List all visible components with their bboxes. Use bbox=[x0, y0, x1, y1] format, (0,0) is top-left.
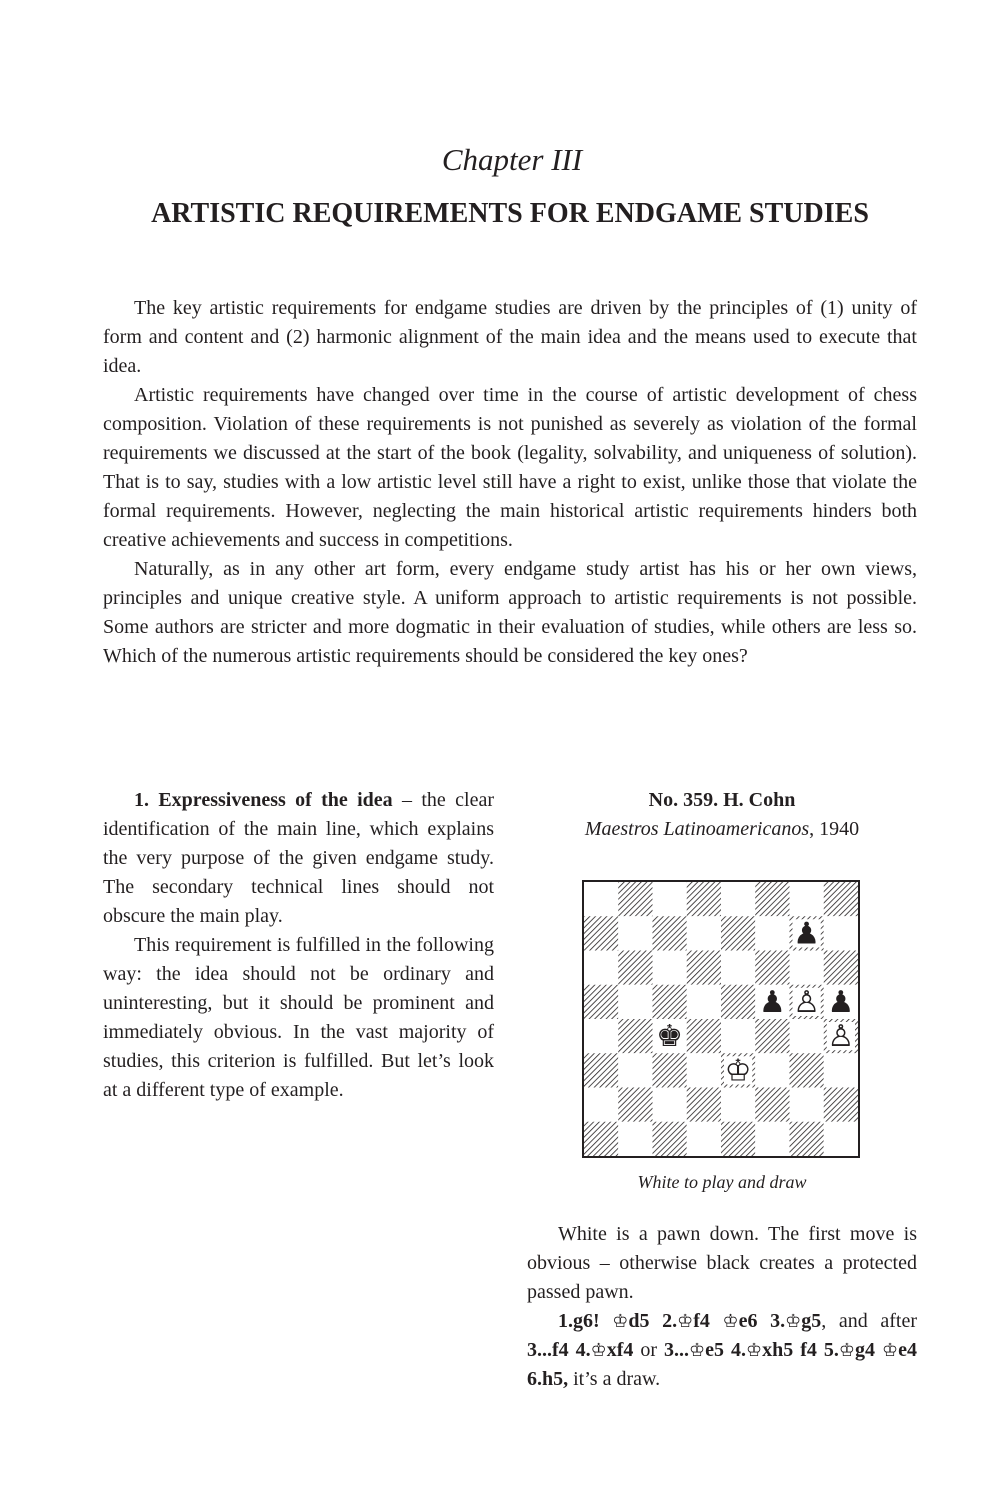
dark-square bbox=[721, 985, 755, 1019]
dark-square bbox=[584, 1053, 618, 1087]
light-square bbox=[584, 882, 618, 916]
solution-text bbox=[527, 1220, 917, 1394]
study-caption: White to play and draw bbox=[637, 1172, 807, 1192]
study-header bbox=[527, 786, 917, 844]
requirement-definition: – the clear identification of the main line, which explains the very purpose of the given endgame study. The secondary technical lines should not obscure the main play. bbox=[103, 789, 494, 927]
move-text: 3... bbox=[664, 1339, 690, 1361]
requirement-term: 1. Expressiveness of the idea bbox=[134, 789, 393, 811]
light-square bbox=[721, 1019, 755, 1053]
light-square bbox=[824, 916, 858, 950]
study-source bbox=[527, 815, 917, 844]
solution-text-fragment: , and after bbox=[821, 1310, 917, 1332]
king-icon: ♔ bbox=[746, 1340, 763, 1361]
king-icon: ♔ bbox=[612, 1311, 629, 1332]
dark-square bbox=[653, 916, 687, 950]
king-icon: ♔ bbox=[590, 1340, 607, 1361]
chess-board-diagram bbox=[584, 882, 858, 1156]
dark-square bbox=[721, 1122, 755, 1156]
light-square bbox=[824, 1053, 858, 1087]
dark-square bbox=[755, 951, 789, 985]
king-icon: ♔ bbox=[785, 1311, 802, 1332]
solution-moves bbox=[527, 1307, 917, 1394]
dark-square bbox=[755, 882, 789, 916]
king-icon: ♔ bbox=[677, 1311, 694, 1332]
light-square bbox=[790, 1088, 824, 1122]
black-pawn-icon: ♟ bbox=[758, 984, 786, 1020]
light-square bbox=[790, 1019, 824, 1053]
light-square bbox=[790, 951, 824, 985]
move-text: d5 2. bbox=[628, 1310, 678, 1332]
light-square bbox=[584, 1019, 618, 1053]
light-square bbox=[755, 1053, 789, 1087]
white-pawn-icon: ♙ bbox=[793, 984, 821, 1020]
move-text: xf4 bbox=[606, 1339, 634, 1361]
light-square bbox=[721, 951, 755, 985]
dark-square bbox=[687, 951, 721, 985]
light-square bbox=[687, 985, 721, 1019]
move-text: xh5 f4 5. bbox=[762, 1339, 839, 1361]
light-square bbox=[824, 1122, 858, 1156]
dark-square bbox=[653, 985, 687, 1019]
solution-text-fragment: or bbox=[633, 1339, 665, 1361]
move-text: e4 6.h5, bbox=[527, 1339, 917, 1390]
dark-square bbox=[618, 951, 652, 985]
dark-square bbox=[687, 882, 721, 916]
dark-square bbox=[687, 1088, 721, 1122]
king-icon: ♔ bbox=[881, 1340, 899, 1361]
dark-square bbox=[824, 1088, 858, 1122]
light-square bbox=[618, 916, 652, 950]
light-square bbox=[653, 951, 687, 985]
king-icon: ♔ bbox=[689, 1340, 706, 1361]
chapter-title: ARTISTIC REQUIREMENTS FOR ENDGAME STUDIES bbox=[151, 198, 869, 229]
requirement-paragraph: This requirement is fulfilled in the following way: the idea should not be ordinary and uninteresting, but it should be prominent and immediately obvious. In the vast majority of studies, this criterion is fulfilled. But let’s look at a different type of example. bbox=[103, 934, 494, 1101]
move-text: 3...f4 4. bbox=[527, 1339, 591, 1361]
dark-square bbox=[824, 951, 858, 985]
dark-square bbox=[721, 916, 755, 950]
dark-square bbox=[790, 1053, 824, 1087]
light-square bbox=[790, 882, 824, 916]
dark-square bbox=[584, 1122, 618, 1156]
dark-square bbox=[618, 1019, 652, 1053]
light-square bbox=[584, 951, 618, 985]
light-square bbox=[584, 1088, 618, 1122]
requirement-paragraph bbox=[103, 786, 494, 931]
solution-paragraph: White is a pawn down. The first move is obvious – otherwise black creates a protected passed pawn. bbox=[527, 1223, 917, 1303]
light-square bbox=[687, 1053, 721, 1087]
move-text: g5 bbox=[801, 1310, 822, 1332]
dark-square bbox=[653, 1053, 687, 1087]
dark-square bbox=[790, 1122, 824, 1156]
light-square bbox=[755, 1122, 789, 1156]
dark-square bbox=[755, 1019, 789, 1053]
king-icon: ♔ bbox=[722, 1311, 739, 1332]
intro-paragraph: The key artistic requirements for endgame studies are driven by the principles of (1) unity of form and content and (2) harmonic alignment of the main idea and the means used to execute that idea. bbox=[103, 297, 917, 377]
dark-square bbox=[618, 882, 652, 916]
dark-square bbox=[755, 1088, 789, 1122]
study-source-name: Maestros Latinoamericanos bbox=[584, 818, 810, 840]
dark-square bbox=[824, 882, 858, 916]
light-square bbox=[721, 1088, 755, 1122]
dark-square bbox=[687, 1019, 721, 1053]
light-square bbox=[755, 916, 789, 950]
study-year: , 1940 bbox=[809, 818, 860, 840]
white-king-icon: ♔ bbox=[724, 1053, 752, 1089]
black-king-icon: ♚ bbox=[656, 1019, 684, 1055]
black-pawn-icon: ♟ bbox=[793, 916, 821, 952]
solution-text-fragment: it’s a draw. bbox=[568, 1368, 661, 1390]
black-pawn-icon: ♟ bbox=[827, 984, 855, 1020]
light-square bbox=[687, 1122, 721, 1156]
intro-text bbox=[103, 294, 917, 671]
dark-square bbox=[584, 985, 618, 1019]
light-square bbox=[618, 1053, 652, 1087]
light-square bbox=[687, 916, 721, 950]
white-pawn-icon: ♙ bbox=[827, 1019, 855, 1055]
dark-square bbox=[618, 1088, 652, 1122]
light-square bbox=[618, 985, 652, 1019]
king-icon: ♔ bbox=[838, 1340, 855, 1361]
move-text: e6 3. bbox=[738, 1310, 786, 1332]
intro-paragraph: Artistic requirements have changed over time in the course of artistic development of chess composition. Violation of these requirements is not punished as severely as violation of the formal requirements we discussed at the start of the book (legality, solvability, and uniqueness of solution). That is to say, studies with a low artistic level still have a right to exist, unlike those that violate the formal requirements. However, neglecting the main historical artistic requirements hinders both creative achievements and success in competitions. bbox=[103, 384, 917, 551]
light-square bbox=[618, 1122, 652, 1156]
chess-board bbox=[582, 880, 860, 1158]
left-column bbox=[103, 786, 494, 1105]
intro-paragraph: Naturally, as in any other art form, every endgame study artist has his or her own views, principles and unique creative style. A uniform approach to artistic requirements is not possible. Some authors are stricter and more dogmatic in their evaluation of studies, while others are less so. Which of the numerous artistic requirements should be considered the key ones? bbox=[103, 558, 917, 667]
move-text: e5 4. bbox=[705, 1339, 746, 1361]
light-square bbox=[721, 882, 755, 916]
move-text: f4 bbox=[693, 1310, 723, 1332]
light-square bbox=[653, 882, 687, 916]
chapter-label: Chapter III bbox=[441, 142, 583, 177]
move-text: 1.g6! bbox=[558, 1310, 613, 1332]
dark-square bbox=[584, 916, 618, 950]
dark-square bbox=[653, 1122, 687, 1156]
light-square bbox=[653, 1088, 687, 1122]
move-text: g4 bbox=[854, 1339, 882, 1361]
study-title: No. 359. H. Cohn bbox=[648, 789, 796, 811]
